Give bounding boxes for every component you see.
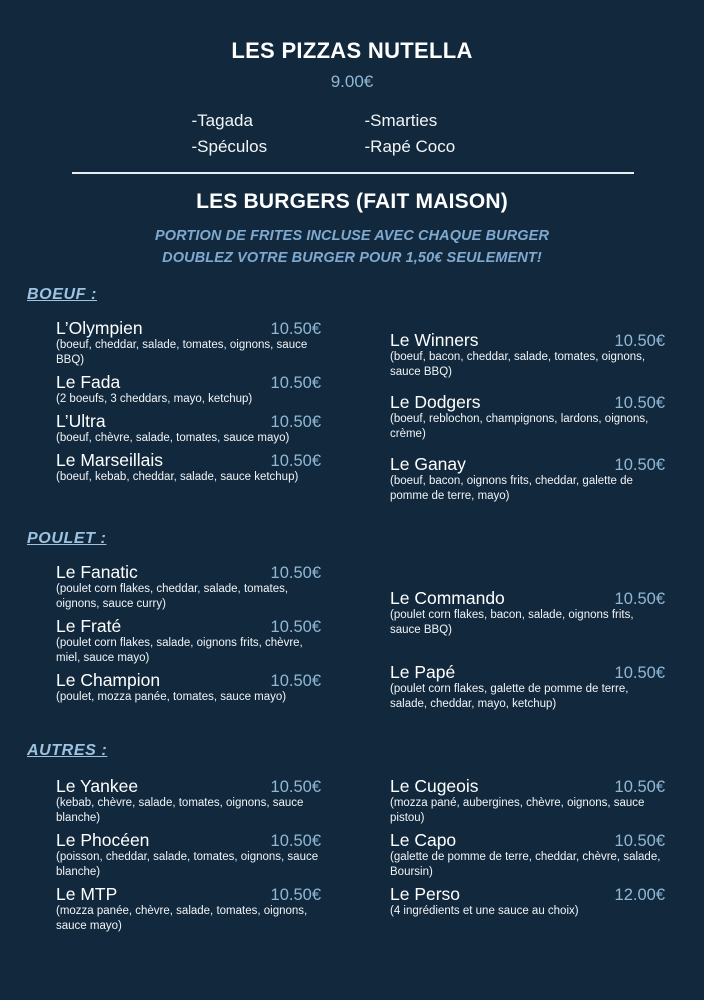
menu-item-price: 10.50€ [270,452,321,470]
menu-item [56,616,321,666]
menu-item-description: (boeuf, cheddar, salade, tomates, oignons, sauce BBQ) [56,339,308,366]
menu-item-row [390,830,665,851]
menu-item-description: (poulet corn flakes, salade, oignons frits, chèvre, miel, sauce mayo) [56,637,303,664]
menu-item-name: L’Ultra [56,411,106,431]
pizza-flavor-item: -Tagada [191,111,253,130]
menu-item-row [390,454,665,475]
menu-item-price: 10.50€ [270,778,321,796]
menu-item [56,670,321,705]
menu-item-price: 10.50€ [614,832,665,850]
menu-item-description: (mozza panée, chèvre, salade, tomates, oignons, sauce mayo) [56,905,308,932]
poulet-column-right [390,588,665,716]
menu-item [390,830,665,880]
category-header-autres: AUTRES : [27,742,108,759]
menu-item-price: 10.50€ [270,413,321,431]
pizza-section-title: LES PIZZAS NUTELLA [231,38,473,63]
pizza-flavor-column-left [192,108,340,160]
menu-item-price: 10.50€ [270,886,321,904]
menu-item-description: (2 boeufs, 3 cheddars, mayo, ketchup) [56,393,253,405]
boeuf-column-left [56,318,321,489]
category-header-poulet: POULET : [27,530,107,547]
menu-item-name: Le Marseillais [56,450,163,470]
menu-item-row [390,330,665,351]
menu-item [56,830,321,880]
menu-item-row [56,562,321,583]
menu-item-description: (poisson, cheddar, salade, tomates, oignons, sauce blanche) [56,851,319,878]
menu-item-description: (boeuf, reblochon, champignons, lardons, oignons, crème) [390,413,649,440]
menu-item-description: (4 ingrédients et une sauce au choix) [390,905,579,917]
menu-item-description: (boeuf, chèvre, salade, tomates, sauce mayo) [56,432,290,444]
menu-item-description: (poulet corn flakes, galette de pomme de terre, salade, cheddar, mayo, ketchup) [390,683,629,710]
menu-item-price: 10.50€ [614,332,665,350]
pizza-flavor-list [0,108,704,160]
menu-item [390,392,665,442]
menu-item-name: Le Commando [390,588,505,608]
menu-item-price: 10.50€ [270,564,321,582]
menu-item-row [56,411,321,432]
menu-item-row [390,392,665,413]
menu-item-name: L’Olympien [56,318,143,338]
menu-item-price: 10.50€ [614,664,665,682]
menu-item [56,884,321,934]
pizza-flavor-item: -Spéculos [191,137,268,156]
menu-item-name: Le Phocéen [56,830,150,850]
menu-item-row [56,318,321,339]
poulet-column-left [56,562,321,709]
menu-item-name: Le Winners [390,330,479,350]
menu-item-name: Le Capo [390,830,457,850]
menu-item [390,588,665,638]
menu-item-name: Le Cugeois [390,776,479,796]
menu-item-price: 10.50€ [614,778,665,796]
menu-item-name: Le Dodgers [390,392,481,412]
menu-item [56,372,321,407]
menu-item-row [390,588,665,609]
menu-item-price: 10.50€ [270,672,321,690]
menu-item [390,776,665,826]
menu-item-description: (galette de pomme de terre, cheddar, chèvre, salade, Boursin) [390,851,661,878]
menu-item-description: (kebab, chèvre, salade, tomates, oignons, sauce blanche) [56,797,304,824]
menu-item-price: 10.50€ [614,394,665,412]
menu-item [56,450,321,485]
menu-item-row [56,372,321,393]
burger-subtitle-line-2: DOUBLEZ VOTRE BURGER POUR 1,50€ SEULEMENT! [162,250,542,266]
menu-item-price: 10.50€ [614,456,665,474]
menu-item-price: 10.50€ [270,618,321,636]
autres-column-right [390,776,665,923]
pizza-flavor-column-right [365,108,513,160]
menu-item-row [390,776,665,797]
menu-item-description: (poulet corn flakes, bacon, salade, oignons frits, sauce BBQ) [390,609,634,636]
menu-item [56,411,321,446]
menu-item-description: (boeuf, bacon, cheddar, salade, tomates, oignons, sauce BBQ) [390,351,646,378]
menu-item-name: Le Fraté [56,616,122,636]
menu-item-description: (poulet, mozza panée, tomates, sauce mayo) [56,691,287,703]
menu-item-name: Le Perso [390,884,461,904]
menu-item-row [56,616,321,637]
menu-item-name: Le Ganay [390,454,466,474]
menu-item-price: 10.50€ [614,590,665,608]
boeuf-column-right [390,330,665,508]
section-divider [72,172,634,174]
menu-item [56,776,321,826]
menu-item-price: 10.50€ [270,320,321,338]
menu-item-description: (mozza pané, aubergines, chèvre, oignons, sauce pistou) [390,797,645,824]
menu-item-row [56,884,321,905]
pizza-flavor-item: -Rapé Coco [364,137,456,156]
menu-item-description: (boeuf, bacon, oignons frits, cheddar, galette de pomme de terre, mayo) [390,475,633,502]
menu-item-name: Le Papé [390,662,456,682]
menu-item-price: 10.50€ [270,374,321,392]
menu-item-name: Le Yankee [56,776,139,796]
menu-item-name: Le MTP [56,884,118,904]
menu-item [390,454,665,504]
menu-item [56,318,321,368]
menu-item-price: 10.50€ [270,832,321,850]
menu-item-row [56,776,321,797]
menu-item-row [56,670,321,691]
menu-item-name: Le Fanatic [56,562,138,582]
menu-item-row [56,450,321,471]
menu-item-row [390,884,665,905]
burger-section-title: LES BURGERS (FAIT MAISON) [196,190,508,213]
menu-item [390,884,665,919]
menu-item-description: (poulet corn flakes, cheddar, salade, tomates, oignons, sauce curry) [56,583,289,610]
menu-item-name: Le Champion [56,670,161,690]
pizza-flavor-item: -Smarties [364,111,438,130]
pizza-section-price: 9.00€ [330,72,374,91]
menu-item-description: (boeuf, kebab, cheddar, salade, sauce ketchup) [56,471,299,483]
menu-item-row [56,830,321,851]
burger-subtitle-line-1: PORTION DE FRITES INCLUSE AVEC CHAQUE BURGER [154,228,550,244]
menu-item-row [390,662,665,683]
autres-column-left [56,776,321,938]
menu-item [390,662,665,712]
menu-item [390,330,665,380]
menu-item-price: 12.00€ [614,886,665,904]
category-header-boeuf: BOEUF : [27,286,97,303]
menu-item-name: Le Fada [56,372,121,392]
menu-item [56,562,321,612]
